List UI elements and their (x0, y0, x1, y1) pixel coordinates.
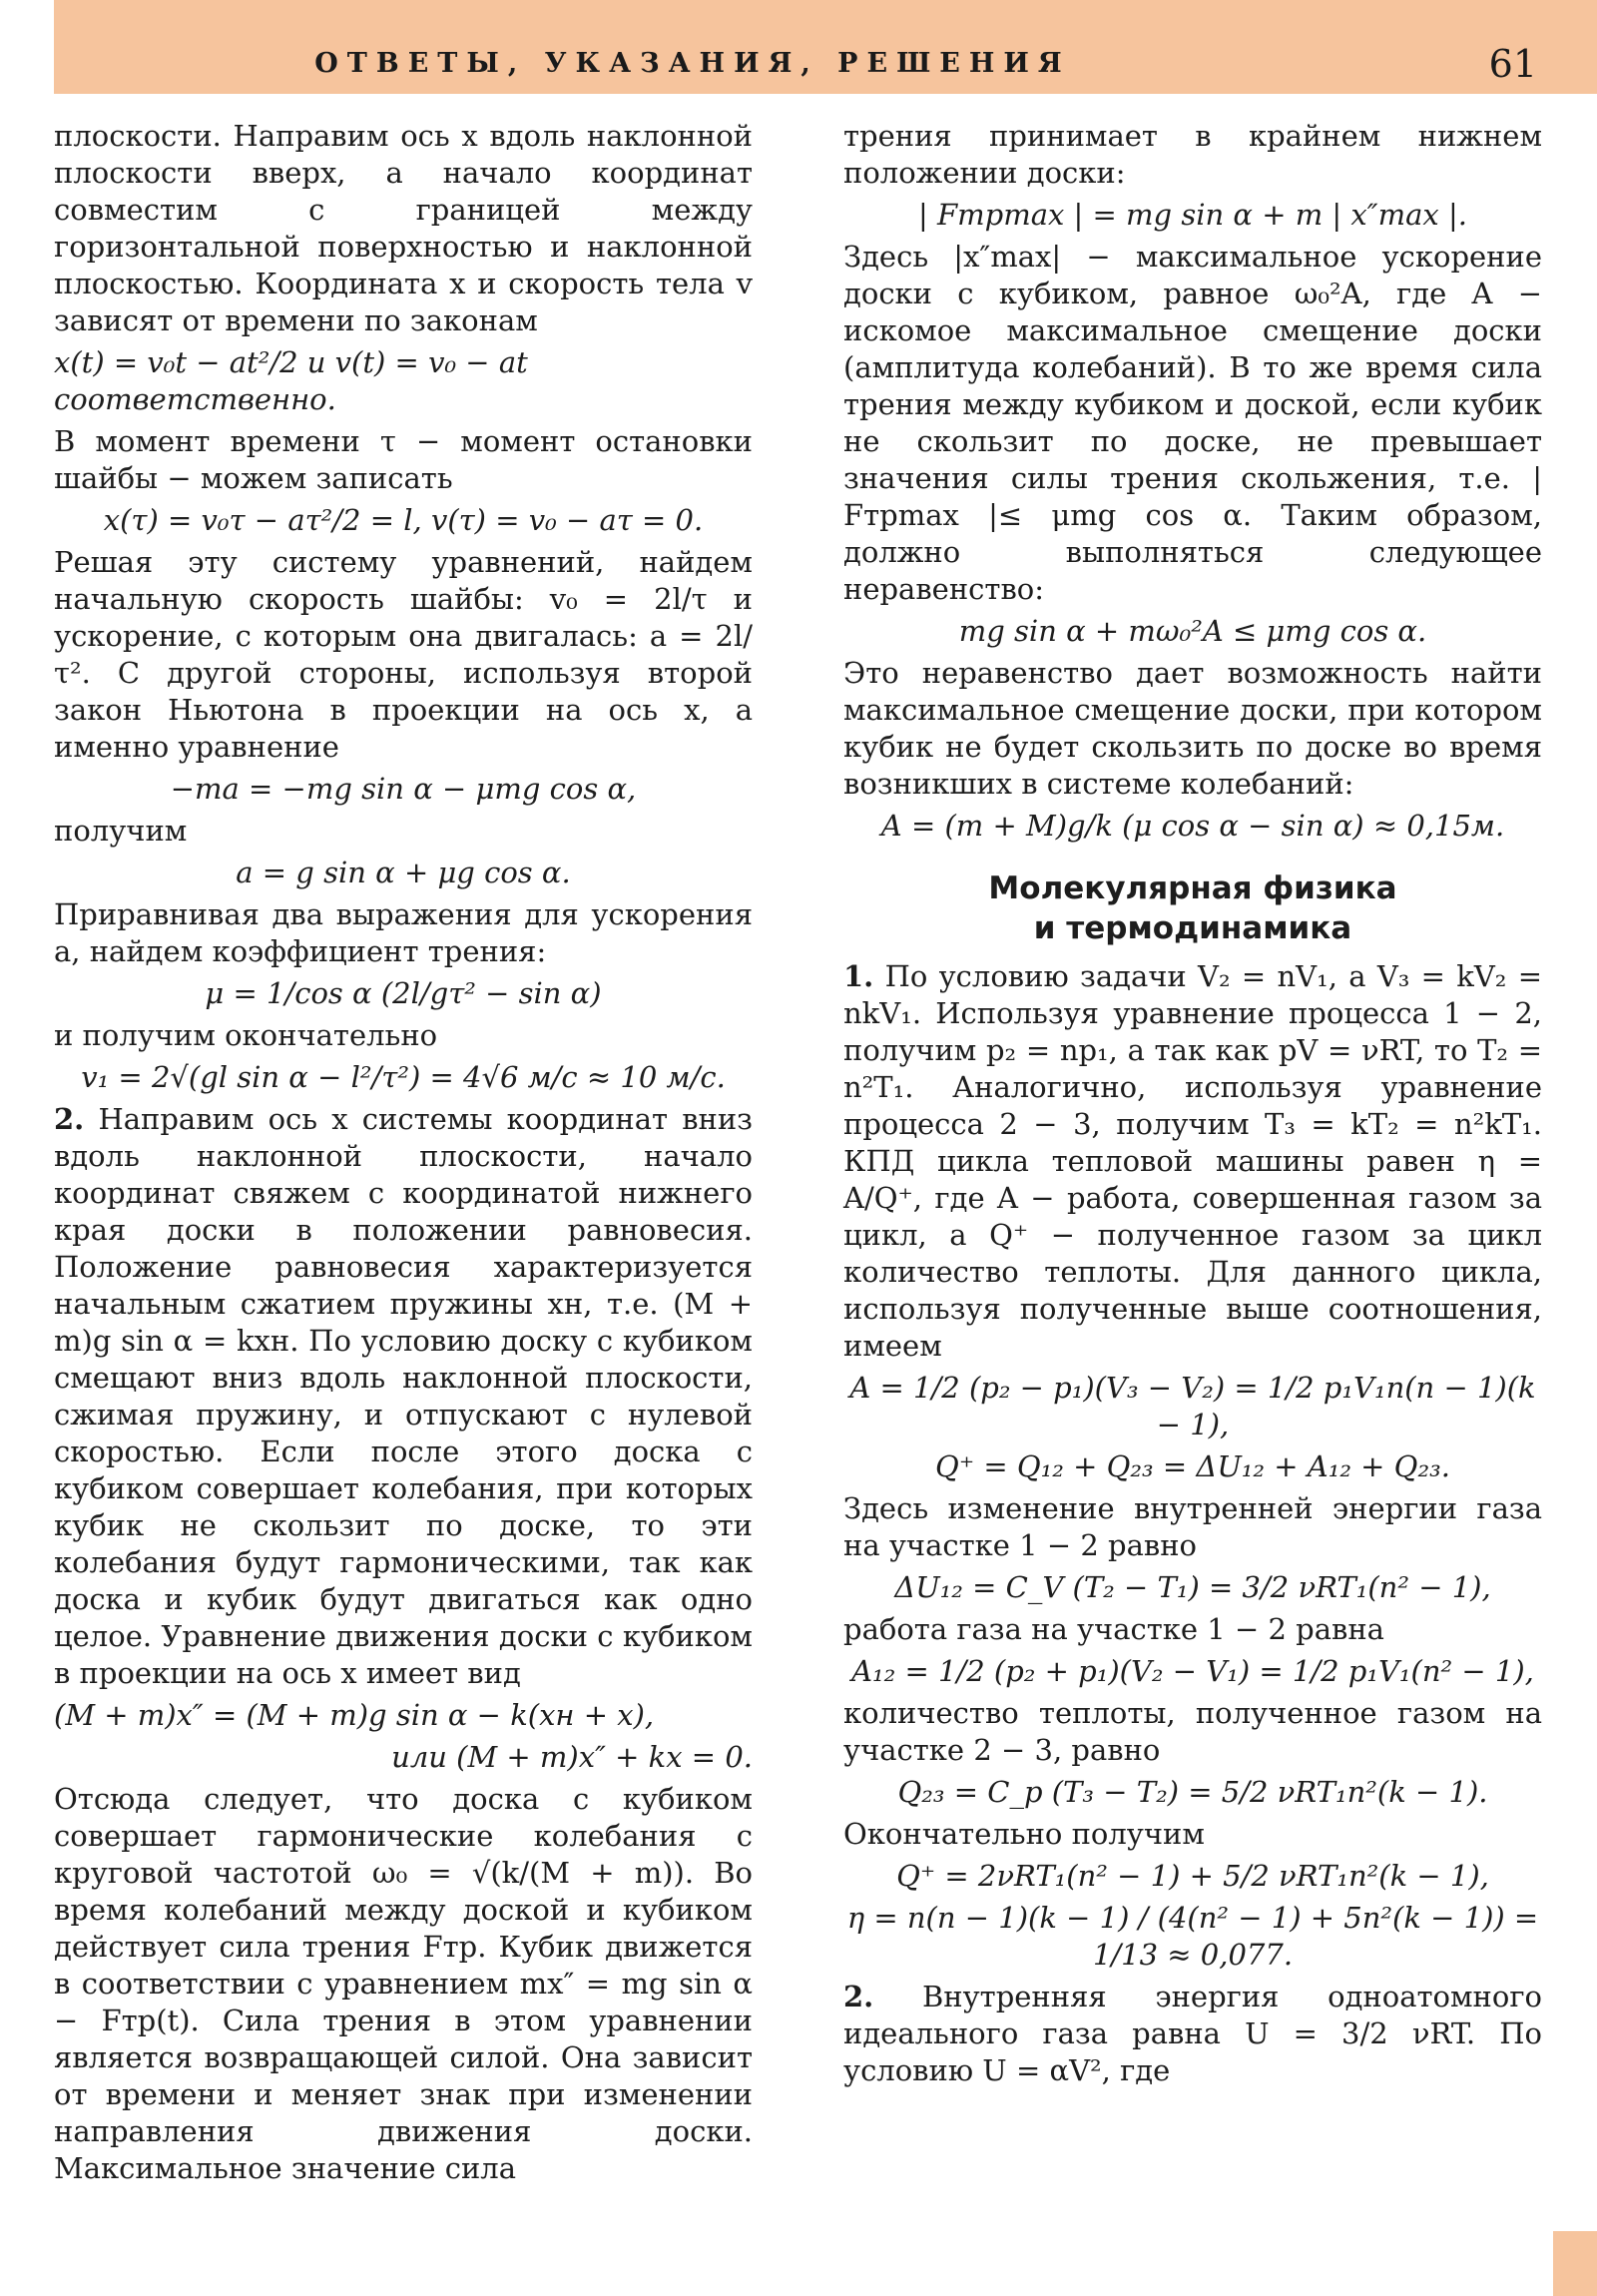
equation: A = 1/2 (p₂ − p₁)(V₃ − V₂) = 1/2 p₁V₁n(n − 1)(k − 1), (849, 1371, 1536, 1441)
paragraph: Отсюда следует, что доска с кубиком совершает гармонические колебания с круговой частотой ω₀ = √(k/(M + m)). Во время колебаний между доской и кубиком действует сила трения Fтр. Кубик движется в соответствии с уравнением mx″ = mg sin α − Fтр(t). Сила трения в этом уравнении является возвращающей силой. Она зависит от времени и меняет знак при изменении направления движения доски. Максимальное значение сила (54, 1782, 753, 2185)
equation: v₁ = 2√(gl sin α − l²/τ²) = 4√6 м/с ≈ 10 м/с. (81, 1060, 726, 1094)
section-title (843, 868, 1542, 948)
problem-number: 2. (54, 1102, 85, 1136)
paragraph: Здесь |x″max| − максимальное ускорение доски с кубиком, равное ω₀²A, где A − искомое максимальное смещение доски (амплитуда колебаний). В то же время сила трения между кубиком и доской, если кубик не скользит по доске, не превышает значения силы трения скольжения, т.е. | Fтрmax |≤ μmg cos α. Таким образом, должно выполняться следующее неравенство: (843, 240, 1542, 606)
equation: a = g sin α + μg cos α. (236, 856, 571, 889)
equation: Q⁺ = 2νRT₁(n² − 1) + 5/2 νRT₁n²(k − 1), (896, 1859, 1489, 1893)
page-corner-tab (1553, 2231, 1597, 2296)
page-header (54, 0, 1597, 94)
equation: | Fтрmax | = mg sin α + m | x″max |. (918, 198, 1467, 232)
equation: x(τ) = v₀τ − aτ²/2 = l, v(τ) = v₀ − aτ = 0. (103, 503, 704, 537)
equation: A₁₂ = 1/2 (p₂ + p₁)(V₂ − V₁) = 1/2 p₁V₁(n² − 1), (851, 1654, 1534, 1688)
equation: ΔU₁₂ = C_V (T₂ − T₁) = 3/2 νRT₁(n² − 1), (894, 1570, 1491, 1604)
paragraph: В момент времени τ − момент остановки шайбы − можем записать (54, 424, 753, 495)
problem-1 (843, 958, 1542, 1365)
paragraph: трения принимает в крайнем нижнем положении доски: (843, 119, 1542, 190)
section-title-line-2: и термодинамика (1033, 910, 1352, 946)
equation: x(t) = v₀t − at²/2 и v(t) = v₀ − at соответственно. (54, 345, 528, 416)
paragraph: Направим ось x системы координат вниз вдоль наклонной плоскости, начало координат свяжем с координатой нижнего края доски в положении равновесия. Положение равновесия характеризуется начальным сжатием пружины xн, т.е. (M + m)g sin α = kxн. По условию доску с кубиком смещают вниз вдоль наклонной плоскости, сжимая пружину, и отпускают с нулевой скоростью. Если после этого доска с кубиком совершает колебания, при которых кубик не скользит по доске, то эти колебания будут гармоническими, так как доска и кубик будут двигаться как одно целое. Уравнение движения доски с кубиком в проекции на ось x имеет вид (54, 1102, 754, 1690)
paragraph: получим (54, 814, 188, 848)
paragraph: количество теплоты, полученное газом на участке 2 − 3, равно (843, 1696, 1542, 1767)
paragraph: Приравнивая два выражения для ускорения a, найдем коэффициент трения: (54, 897, 753, 968)
paragraph: Окончательно получим (843, 1817, 1205, 1851)
equation: Q₂₃ = C_p (T₃ − T₂) = 5/2 νRT₁n²(k − 1). (897, 1775, 1488, 1809)
paragraph: Это неравенство дает возможность найти максимальное смещение доски, при котором кубик не будет скользить по доске во время возникших в системе колебаний: (843, 656, 1542, 801)
section-title-line-1: Молекулярная физика (988, 870, 1397, 906)
paragraph: работа газа на участке 1 − 2 равна (843, 1612, 1384, 1646)
header-title: ОТВЕТЫ, УКАЗАНИЯ, РЕШЕНИЯ (314, 48, 1071, 79)
paragraph: По условию задачи V₂ = nV₁, а V₃ = kV₂ = nkV₁. Используя уравнение процесса 1 − 2, получим p₂ = np₁, а так как pV = νRT, то T₂ = n²T₁. Аналогично, используя уравнение процесса 2 − 3, получим T₃ = kT₂ = n²kT₁. КПД цикла тепловой машины равен η = A/Q⁺, где A − работа, совершенная газом за цикл, а Q⁺ − полученное газом за цикл количество теплоты. Для данного цикла, используя полученные выше соотношения, имеем (843, 959, 1543, 1363)
paragraph: Здесь изменение внутренней энергии газа на участке 1 − 2 равно (843, 1491, 1542, 1562)
equation: mg sin α + mω₀²A ≤ μmg cos α. (958, 614, 1427, 648)
left-column (54, 118, 753, 2187)
paragraph: Внутренняя энергия одноатомного идеального газа равна U = 3/2 νRT. По условию U = αV², где (843, 1980, 1543, 2087)
paragraph: и получим окончательно (54, 1018, 438, 1052)
page-number: 61 (1488, 42, 1537, 86)
equation: μ = 1/cos α (2l/gτ² − sin α) (205, 976, 602, 1010)
equation: или (M + m)x″ + kx = 0. (391, 1740, 753, 1774)
equation: η = n(n − 1)(k − 1) / (4(n² − 1) + 5n²(k − 1)) = 1/13 ≈ 0,077. (846, 1901, 1539, 1972)
problem-number: 2. (843, 1980, 874, 2013)
equation: A = (m + M)g/k (μ cos α − sin α) ≈ 0,15м. (880, 809, 1505, 843)
equation: −ma = −mg sin α − μmg cos α, (170, 772, 637, 806)
equation: Q⁺ = Q₁₂ + Q₂₃ = ΔU₁₂ + A₁₂ + Q₂₃. (935, 1449, 1450, 1483)
paragraph: плоскости. Направим ось x вдоль наклонной плоскости вверх, а начало координат совместим с границей между горизонтальной поверхностью и наклонной плоскостью. Координата x и скорость тела v зависят от времени по законам (54, 119, 753, 337)
problem-2 (843, 1979, 1542, 2089)
problem-2 (54, 1101, 753, 1692)
equation: (M + m)x″ = (M + m)g sin α − k(xн + x), (54, 1698, 655, 1732)
problem-number: 1. (843, 959, 874, 993)
paragraph: Решая эту систему уравнений, найдем начальную скорость шайбы: v₀ = 2l/τ и ускорение, с которым она двигалась: a = 2l/τ². С другой стороны, используя второй закон Ньютона в проекции на ось x, а именно уравнение (54, 545, 753, 764)
right-column (843, 118, 1542, 2089)
